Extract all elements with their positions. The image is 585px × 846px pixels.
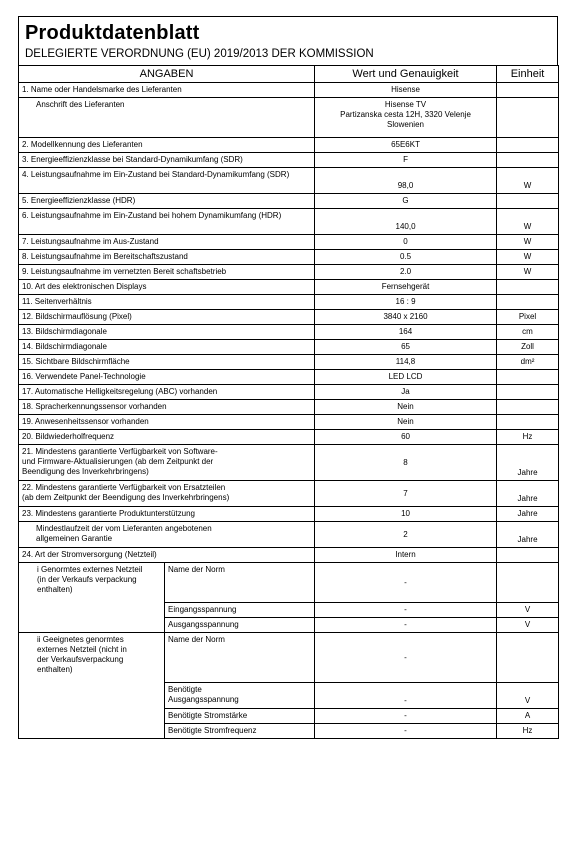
row-value: Fernsehgerät xyxy=(381,282,430,291)
psu-unit-cell xyxy=(497,603,559,618)
row-unit: W xyxy=(523,237,532,246)
row-value-line: Slowenien xyxy=(387,120,424,129)
row-unit-cell xyxy=(497,507,559,522)
row-unit: cm xyxy=(522,327,533,336)
table-row xyxy=(19,280,559,295)
row-label-cell xyxy=(19,194,315,209)
row-value: 65E6KT xyxy=(391,140,420,149)
table-row xyxy=(19,138,559,153)
row-value-cell xyxy=(315,385,497,400)
psu-param-cell xyxy=(165,683,315,709)
table-row xyxy=(19,265,559,280)
psu-value: - xyxy=(404,696,407,705)
row-unit-cell xyxy=(497,310,559,325)
row-unit-cell xyxy=(497,83,559,98)
psu-value: - xyxy=(404,726,407,735)
psu-param-cell xyxy=(165,633,315,683)
row-value-cell xyxy=(315,430,497,445)
row-value-cell xyxy=(315,415,497,430)
row-label-cell xyxy=(19,355,315,370)
row-value-cell xyxy=(315,355,497,370)
psu-label-line: i Genormtes externes Netzteil xyxy=(37,565,143,574)
column-header-angaben: ANGABEN xyxy=(19,66,315,83)
row-label: 2. Modellkennung des Lieferanten xyxy=(22,140,143,149)
row-value-cell xyxy=(315,194,497,209)
table-row xyxy=(19,295,559,310)
row-value: 60 xyxy=(401,432,410,441)
row-label-line: und Firmware-Aktualisierungen (ab dem Zeitpunkt der xyxy=(22,457,214,466)
psu-label-cell xyxy=(19,563,165,633)
row-value: 10 xyxy=(401,509,410,518)
table-row xyxy=(19,325,559,340)
row-unit: Pixel xyxy=(518,312,537,321)
table-row xyxy=(19,507,559,522)
psu-param-cell xyxy=(165,709,315,724)
sheet-header xyxy=(18,16,558,65)
row-value-cell xyxy=(315,445,497,481)
psu-label-line: (in der Verkaufs verpackung xyxy=(37,575,137,584)
table-row xyxy=(19,168,559,194)
row-label-cell xyxy=(19,280,315,295)
column-header-einheit: Einheit xyxy=(497,66,559,83)
table-row xyxy=(19,430,559,445)
psu-param: Benötigte Stromstärke xyxy=(168,711,248,720)
row-value-cell xyxy=(315,250,497,265)
row-unit-cell xyxy=(497,370,559,385)
table-row xyxy=(19,355,559,370)
row-value-cell xyxy=(315,98,497,138)
psu-value-cell xyxy=(315,633,497,683)
psu-param-cell xyxy=(165,618,315,633)
row-label-cell xyxy=(19,168,315,194)
row-label-cell xyxy=(19,430,315,445)
table-row xyxy=(19,400,559,415)
row-unit-cell xyxy=(497,430,559,445)
row-unit-cell xyxy=(497,548,559,563)
row-label-cell xyxy=(19,522,315,548)
row-label: 20. Bildwiederholfrequenz xyxy=(22,432,115,441)
row-label-line: 21. Mindestens garantierte Verfügbarkeit von Software- xyxy=(22,447,218,456)
row-value-cell xyxy=(315,168,497,194)
row-label: 12. Bildschirmauflösung (Pixel) xyxy=(22,312,132,321)
row-unit: Jahre xyxy=(517,468,538,477)
row-value: 3840 x 2160 xyxy=(383,312,428,321)
row-value-cell xyxy=(315,83,497,98)
table-header-row xyxy=(19,66,559,83)
psu-param: Ausgangsspannung xyxy=(168,620,239,629)
row-value-cell xyxy=(315,548,497,563)
row-unit-cell xyxy=(497,522,559,548)
row-value: Ja xyxy=(401,387,410,396)
row-value: 16 : 9 xyxy=(395,297,416,306)
psu-row xyxy=(19,633,559,683)
row-label: 1. Name oder Handelsmarke des Lieferanten xyxy=(22,85,182,94)
row-unit-cell xyxy=(497,481,559,507)
psu-label-line: externes Netzteil (nicht in xyxy=(37,645,127,654)
row-value: G xyxy=(402,196,409,205)
row-label: 3. Energieeffizienzklasse bei Standard-Dynamikumfang (SDR) xyxy=(22,155,243,164)
row-label-cell xyxy=(19,235,315,250)
spec-table xyxy=(18,65,559,739)
psu-unit: V xyxy=(524,605,531,614)
row-label-line: 22. Mindestens garantierte Verfügbarkeit von Ersatzteilen xyxy=(22,483,226,492)
row-unit: W xyxy=(523,267,532,276)
row-value: 2 xyxy=(403,529,408,539)
row-label-cell xyxy=(19,265,315,280)
row-value-cell xyxy=(315,400,497,415)
psu-param: Eingangsspannung xyxy=(168,605,237,614)
row-value: 8 xyxy=(403,457,408,467)
psu-label-line: enthalten) xyxy=(37,665,73,674)
row-label-cell xyxy=(19,481,315,507)
psu-label-cell xyxy=(19,633,165,739)
psu-param: Name der Norm xyxy=(168,635,225,644)
psu-value: - xyxy=(404,605,407,614)
psu-label-line: ii Geeignetes genormtes xyxy=(37,635,124,644)
row-label-cell xyxy=(19,340,315,355)
row-label-cell xyxy=(19,83,315,98)
row-unit-cell xyxy=(497,385,559,400)
row-unit-cell xyxy=(497,295,559,310)
psu-row xyxy=(19,563,559,603)
table-row xyxy=(19,481,559,507)
sheet-subtitle: DELEGIERTE VERORDNUNG (EU) 2019/2013 DER KOMMISSION xyxy=(25,48,374,60)
row-label-cell xyxy=(19,370,315,385)
row-value: 2.0 xyxy=(399,267,412,276)
row-value: 114,8 xyxy=(395,357,416,366)
psu-param: Name der Norm xyxy=(168,565,225,574)
row-label: 5. Energieeffizienzklasse (HDR) xyxy=(22,196,136,205)
table-row xyxy=(19,548,559,563)
row-value: 7 xyxy=(403,488,408,498)
psu-value-cell xyxy=(315,709,497,724)
row-value: 140,0 xyxy=(395,222,416,231)
row-label: 17. Automatische Helligkeitsregelung (ABC) vorhanden xyxy=(22,387,218,396)
psu-param-cell xyxy=(165,603,315,618)
row-unit-cell xyxy=(497,280,559,295)
row-label-cell xyxy=(19,138,315,153)
row-unit: W xyxy=(523,181,532,190)
row-value: Intern xyxy=(395,550,416,559)
table-row xyxy=(19,83,559,98)
table-row xyxy=(19,250,559,265)
psu-unit-cell xyxy=(497,563,559,603)
row-value-cell xyxy=(315,209,497,235)
row-label-line: Beendigung des Inverkehrbringens) xyxy=(22,467,149,476)
psu-param-cell xyxy=(165,563,315,603)
row-label-cell xyxy=(19,400,315,415)
psu-param-line: Ausgangsspannung xyxy=(168,695,239,704)
row-value: 0 xyxy=(403,237,408,246)
psu-value-cell xyxy=(315,683,497,709)
psu-value: - xyxy=(404,711,407,720)
row-label-cell xyxy=(19,385,315,400)
row-unit-cell xyxy=(497,415,559,430)
psu-unit: A xyxy=(524,711,531,720)
psu-unit-cell xyxy=(497,633,559,683)
row-label: 16. Verwendete Panel-Technologie xyxy=(22,372,146,381)
row-value-cell xyxy=(315,295,497,310)
row-label-line: allgemeinen Garantie xyxy=(36,534,113,543)
row-value-line: Partizanska cesta 12H, 3320 Velenje xyxy=(340,110,471,119)
row-label: 14. Bildschirmdiagonale xyxy=(22,342,107,351)
row-value-cell xyxy=(315,280,497,295)
psu-unit-cell xyxy=(497,683,559,709)
psu-value-cell xyxy=(315,618,497,633)
psu-value-cell xyxy=(315,724,497,739)
table-row xyxy=(19,98,559,138)
row-label-line: (ab dem Zeitpunkt der Beendigung des Inverkehrbringens) xyxy=(22,493,230,502)
row-label: 13. Bildschirmdiagonale xyxy=(22,327,107,336)
row-label: 4. Leistungsaufnahme im Ein-Zustand bei Standard-Dynamikumfang (SDR) xyxy=(22,170,290,179)
product-data-sheet xyxy=(18,16,558,739)
psu-param: Benötigte Stromfrequenz xyxy=(168,726,257,735)
row-value-cell xyxy=(315,265,497,280)
row-label: 24. Art der Stromversorgung (Netzteil) xyxy=(22,550,157,559)
psu-value-cell xyxy=(315,563,497,603)
row-value: F xyxy=(403,155,408,164)
row-label: 6. Leistungsaufnahme im Ein-Zustand bei hohem Dynamikumfang (HDR) xyxy=(22,211,282,220)
row-value-cell xyxy=(315,340,497,355)
table-row xyxy=(19,209,559,235)
row-unit-cell xyxy=(497,235,559,250)
row-value: 65 xyxy=(401,342,410,351)
row-unit: Zoll xyxy=(521,342,534,351)
row-unit: W xyxy=(523,222,532,231)
row-label: 7. Leistungsaufnahme im Aus-Zustand xyxy=(22,237,159,246)
row-value-cell xyxy=(315,507,497,522)
row-unit-cell xyxy=(497,250,559,265)
table-row xyxy=(19,522,559,548)
table-row xyxy=(19,194,559,209)
sheet-title: Produktdatenblatt xyxy=(25,22,200,44)
row-label-cell xyxy=(19,548,315,563)
row-label: 19. Anwesenheitssensor vorhanden xyxy=(22,417,149,426)
row-unit-cell xyxy=(497,325,559,340)
psu-value: - xyxy=(404,577,407,587)
table-row xyxy=(19,310,559,325)
row-unit: Jahre xyxy=(517,494,538,503)
row-label-cell xyxy=(19,415,315,430)
psu-value-cell xyxy=(315,603,497,618)
table-row xyxy=(19,340,559,355)
row-unit-cell xyxy=(497,194,559,209)
row-label-cell xyxy=(19,295,315,310)
psu-param-line: Benötigte xyxy=(168,685,202,694)
row-unit: dm² xyxy=(520,357,535,366)
psu-param-cell xyxy=(165,724,315,739)
row-value: LED LCD xyxy=(388,372,423,381)
row-label-cell xyxy=(19,507,315,522)
psu-label-line: der Verkaufsverpackung xyxy=(37,655,124,664)
psu-label-line: enthalten) xyxy=(37,585,73,594)
row-label-line: Mindestlaufzeit der vom Lieferanten angebotenen xyxy=(36,524,212,533)
row-label-cell xyxy=(19,445,315,481)
row-label: 10. Art des elektronischen Displays xyxy=(22,282,147,291)
row-value-cell xyxy=(315,370,497,385)
row-value-line: Hisense TV xyxy=(384,100,427,109)
row-label: 11. Seitenverhältnis xyxy=(22,297,92,306)
row-unit: W xyxy=(523,252,532,261)
table-row xyxy=(19,235,559,250)
psu-unit-cell xyxy=(497,618,559,633)
table-row xyxy=(19,385,559,400)
row-unit: Hz xyxy=(522,432,533,441)
row-value: 164 xyxy=(398,327,413,336)
row-value-cell xyxy=(315,310,497,325)
row-unit-cell xyxy=(497,168,559,194)
row-unit-cell xyxy=(497,355,559,370)
row-label: 8. Leistungsaufnahme im Bereitschaftszustand xyxy=(22,252,188,261)
table-row xyxy=(19,370,559,385)
psu-unit-cell xyxy=(497,709,559,724)
row-label-cell xyxy=(19,98,315,138)
row-label: 15. Sichtbare Bildschirmfläche xyxy=(22,357,130,366)
row-value: Hisense xyxy=(391,85,420,94)
row-unit-cell xyxy=(497,138,559,153)
row-unit: Jahre xyxy=(517,509,538,518)
row-value: Nein xyxy=(397,402,414,411)
table-row xyxy=(19,445,559,481)
row-label-cell xyxy=(19,310,315,325)
row-value: 98,0 xyxy=(397,181,414,190)
psu-value: - xyxy=(404,652,407,662)
table-row xyxy=(19,153,559,168)
row-label: 18. Spracherkennungssensor vorhanden xyxy=(22,402,167,411)
table-row xyxy=(19,415,559,430)
row-unit-cell xyxy=(497,265,559,280)
row-unit-cell xyxy=(497,98,559,138)
row-label-cell xyxy=(19,209,315,235)
row-label: Anschrift des Lieferanten xyxy=(36,100,125,109)
row-unit-cell xyxy=(497,209,559,235)
row-value-cell xyxy=(315,138,497,153)
column-header-wert: Wert und Genauigkeit xyxy=(315,66,497,83)
row-unit-cell xyxy=(497,445,559,481)
row-unit-cell xyxy=(497,340,559,355)
row-unit-cell xyxy=(497,400,559,415)
row-unit-cell xyxy=(497,153,559,168)
psu-unit: Hz xyxy=(522,726,533,735)
row-value-cell xyxy=(315,481,497,507)
row-label-cell xyxy=(19,153,315,168)
row-value-cell xyxy=(315,325,497,340)
row-label-cell xyxy=(19,250,315,265)
psu-unit: V xyxy=(524,696,531,705)
row-value-cell xyxy=(315,522,497,548)
row-label: 23. Mindestens garantierte Produktunterstützung xyxy=(22,509,195,518)
row-value: Nein xyxy=(397,417,414,426)
row-value: 0.5 xyxy=(399,252,412,261)
row-label: 9. Leistungsaufnahme im vernetzten Bereit schaftsbetrieb xyxy=(22,267,227,276)
psu-unit-cell xyxy=(497,724,559,739)
psu-value: - xyxy=(404,620,407,629)
row-value-cell xyxy=(315,235,497,250)
psu-unit: V xyxy=(524,620,531,629)
row-label-cell xyxy=(19,325,315,340)
row-value-cell xyxy=(315,153,497,168)
row-unit: Jahre xyxy=(517,535,538,544)
